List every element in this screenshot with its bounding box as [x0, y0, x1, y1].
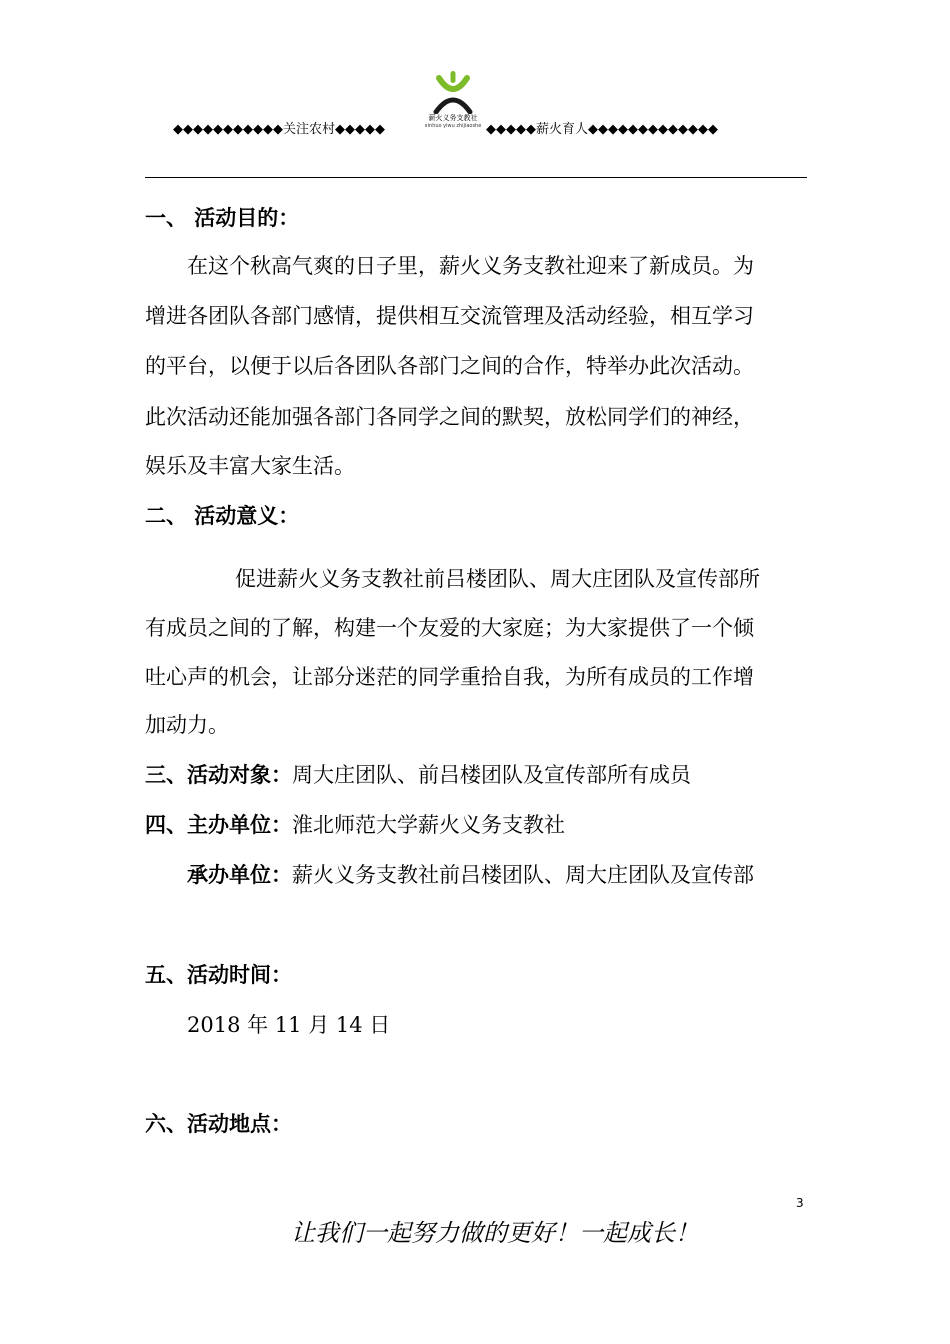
section-4-sub-label: 承办单位： [187, 863, 292, 887]
torch-logo-icon [430, 70, 476, 114]
section-1-heading: 一、 活动目的： [145, 206, 300, 230]
footer-slogan: 让我们一起努力做的更好！一起成长！ [291, 1219, 699, 1247]
section-4 [145, 811, 565, 839]
section-5-heading: 五、活动时间： [145, 963, 292, 987]
section-1-line-1: 在这个秋高气爽的日子里，薪火义务支教社迎来了新成员。为 [187, 254, 754, 278]
section-3-value: 周大庄团队、前吕楼团队及宣传部所有成员 [292, 763, 691, 787]
section-5-value: 2018 年 11 月 14 日 [187, 1013, 391, 1037]
section-4-sub-value: 薪火义务支教社前吕楼团队、周大庄团队及宣传部 [292, 863, 754, 887]
section-4-label: 四、主办单位： [145, 813, 292, 837]
section-4-organizer [187, 861, 754, 889]
section-1-line-5: 娱乐及丰富大家生活。 [145, 454, 355, 478]
page-number: 3 [796, 1196, 804, 1210]
section-2-line-2: 有成员之间的了解，构建一个友爱的大家庭；为大家提供了一个倾 [145, 616, 754, 640]
section-2-line-3: 吐心声的机会，让部分迷茫的同学重拾自我，为所有成员的工作增 [145, 665, 754, 689]
section-1-line-3: 的平台，以便于以后各团队各部门之间的合作，特举办此次活动。 [145, 354, 754, 378]
header-motto-right: ◆◆◆◆◆薪火育人◆◆◆◆◆◆◆◆◆◆◆◆◆ [486, 122, 718, 137]
section-3-label: 三、活动对象： [145, 763, 292, 787]
page-header [0, 0, 950, 180]
section-1-line-2: 增进各团队各部门感情，提供相互交流管理及活动经验，相互学习 [145, 304, 754, 328]
header-motto-left: ◆◆◆◆◆◆◆◆◆◆◆关注农村◆◆◆◆◆ [173, 122, 385, 137]
section-3 [145, 761, 691, 789]
club-logo [423, 70, 483, 132]
logo-pinyin: xinhuo yiwu zhijiaoshe [424, 123, 482, 129]
section-2-line-4: 加动力。 [145, 713, 229, 737]
logo-name: 薪火义务支教社 [428, 114, 478, 122]
section-1-line-4: 此次活动还能加强各部门各同学之间的默契，放松同学们的神经， [145, 405, 754, 429]
section-6-heading: 六、活动地点： [145, 1112, 292, 1136]
section-2-heading: 二、 活动意义： [145, 504, 300, 528]
section-4-value: 淮北师范大学薪火义务支教社 [292, 813, 565, 837]
header-rule [145, 177, 807, 178]
section-2-line-1: 促进薪火义务支教社前吕楼团队、周大庄团队及宣传部所 [235, 567, 760, 591]
